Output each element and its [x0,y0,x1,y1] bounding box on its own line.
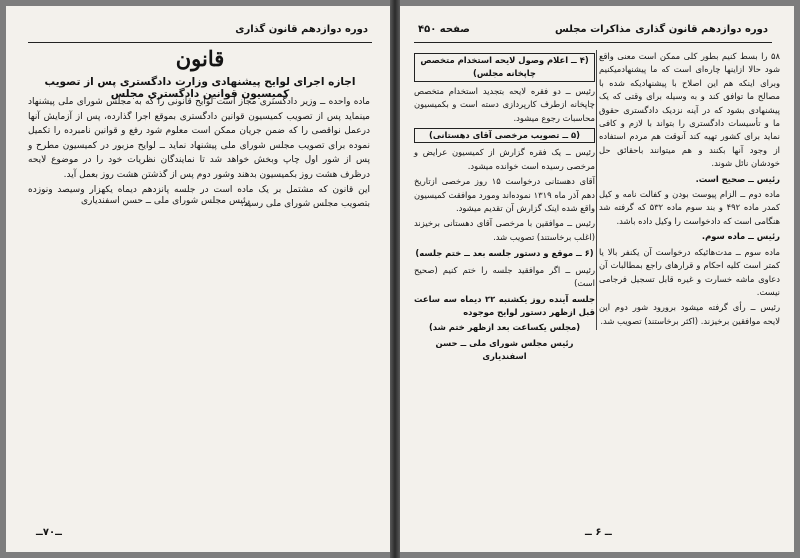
paragraph: رئیس ــ موافقین با مرخصی آقای دهستانی برخیزند (اغلب برخاستند) تصویب شد. [414,218,595,242]
paragraph: آقای دهستانی درخواست ۱۵ روز مرخصی ازتاریخ دهم آذر ماه ۱۳۱۹ نموده‌اند ومورد موافقت کمیسیون واقع شده اینک گزارش آن تقدیم میشود. [414,176,596,214]
left-page-number: ــ۷۰ــ [36,527,62,538]
session-closed-note: (مجلس یکساعت بعد ازظهر ختم شد) [428,322,581,333]
law-title: قانون [175,46,225,71]
right-page [400,6,794,552]
speaker-signature: رئیس مجلس شورای ملی ــ حسن اسفندیاری [435,337,574,362]
law-signature: رئیس مجلس شورای ملی ــ حسن اسفندیاری [80,196,250,206]
right-header-page: صفحه ۴۵۰ [418,24,470,35]
law-body [28,95,370,212]
left-header-term: دوره دوازدهم قانون گذاری [235,24,368,35]
speaker-line: رئیس ــ صحیح است. [695,173,780,184]
text-column-right [599,50,780,330]
book-spine [390,0,400,558]
section-heading: (۴ ــ اعلام وصول لایحه استخدام متخصص چاپخانه مجلس) [414,53,595,82]
paragraph: رئیس ــ یک فقره گزارش از کمیسیون عرایض و مرخصی رسیده است خوانده میشود. [414,147,595,171]
speaker-line: رئیس ــ ماده سوم. [701,231,780,242]
paragraph: رئیس ــ دو فقره لایحه بتجدید استخدام متخصص چاپخانه ازطرف کارپردازی دسته است و بکمیسیون محاسبات رجوع میشود. [414,85,595,123]
next-session-note: جلسه آینده روز یکشنبه ۲۲ دیماه سه ساعت قبل ازظهر دستور لوایح موجوده [414,293,595,317]
paragraph: رئیس ــ اگر موافقید جلسه را ختم کنیم (صحیح است) [414,264,595,289]
left-running-header [28,20,372,43]
law-ratification: این قانون که مشتمل بر یک ماده است در جلسه پانزدهم دیماه یکهزار وسیصد ونوزده بتصویب مجلس شورای ملی رسید. [28,184,370,210]
left-page [6,6,390,552]
right-page-number: ــ ۶ ــ [585,527,612,538]
law-article: ماده واحده ــ وزیر دادگستری مجاز است لوایح قانونی را که به مجلس شورای ملی پیشنهاد مینماید پس از تصویب کمیسیون قوانین دادگستری بموقع اجرا گذارده، پس از آزمایش آنها درعمل نواقصی را که ضمن جریان ممکن است معلوم شود رفع و قوانین نامبرده را تکمیل نموده برای تصویب مجلس شورای ملی پیشنهاد نماید ــ لوایح مزبور در کمیسیون مطرح و پس از شور اول چاپ وبخش خواهد شد تا نمایندگان نظریات خود را در موضوع لایحه درظرف هشت روز بکمیسیون بدهند وشور دوم پس از گذشتن هشت روز بعمل آید. [28,97,370,180]
paragraph: ماده سوم ــ مدت‌هائیکه درخواست آن یکنفر بالا یا کمتر است کلیه احکام و قرارهای راجع بمطالبات آن دعاوی ماشه خسارت و غیره قابل تسجیل فرجامی نیست. [599,246,780,297]
law-subtitle: اجازه اجرای لوایح پیشنهادی وزارت دادگستری پس از تصویب کمیسیون قوانین دادگستری مجلس [44,76,356,100]
paragraph: رئیس ــ رأی گرفته میشود برورود شور دوم این لایحه موافقین برخیزند. (اکثر برخاستند) تصویب شد. [599,302,780,326]
paragraph: ۵۸ را بسط کنیم بطور کلی ممکن است معنی واقع شود حالا ازاینها چاره‌ای است که ما پیشنهادمیکنیم وبرای اینکه هم این اصلاح با پیشنهادیکه شده با مصالح ما توافق کند و به وسیله برای وقتی که یک پیشنهادی بشود که در آینه نزدیک دادگستری حقوق ما و تأسیسات دادگستری را بتواند با لازم و کافی نماید برای کشور تهیه کند آنوقت هم مردم استفاده از وجود آنها بکنند و هم میتوانند باحقائق حل خودشان نائل شوند. [599,51,780,169]
right-running-header [414,20,772,43]
section-heading: (۶ ــ موقع و دستور جلسه بعد ــ ختم جلسه) [415,248,594,259]
right-header-title: مذاکرات مجلس [554,24,631,35]
right-header-term: دوره دوازدهم قانون گذاری [635,24,768,35]
column-divider [596,50,597,330]
section-heading: (۵ ــ تصویب مرخصی آقای دهستانی) [414,128,595,143]
paragraph: ماده دوم ــ الزام پیوست بودن و کفالت نامه و کیل کمدر ماده ۴۹۲ و بند سوم ماده ۵۳۲ که گرفته شد هنگامی است که دادخواست را وکیل داده باشد. [599,189,780,226]
text-column-left [414,50,595,366]
